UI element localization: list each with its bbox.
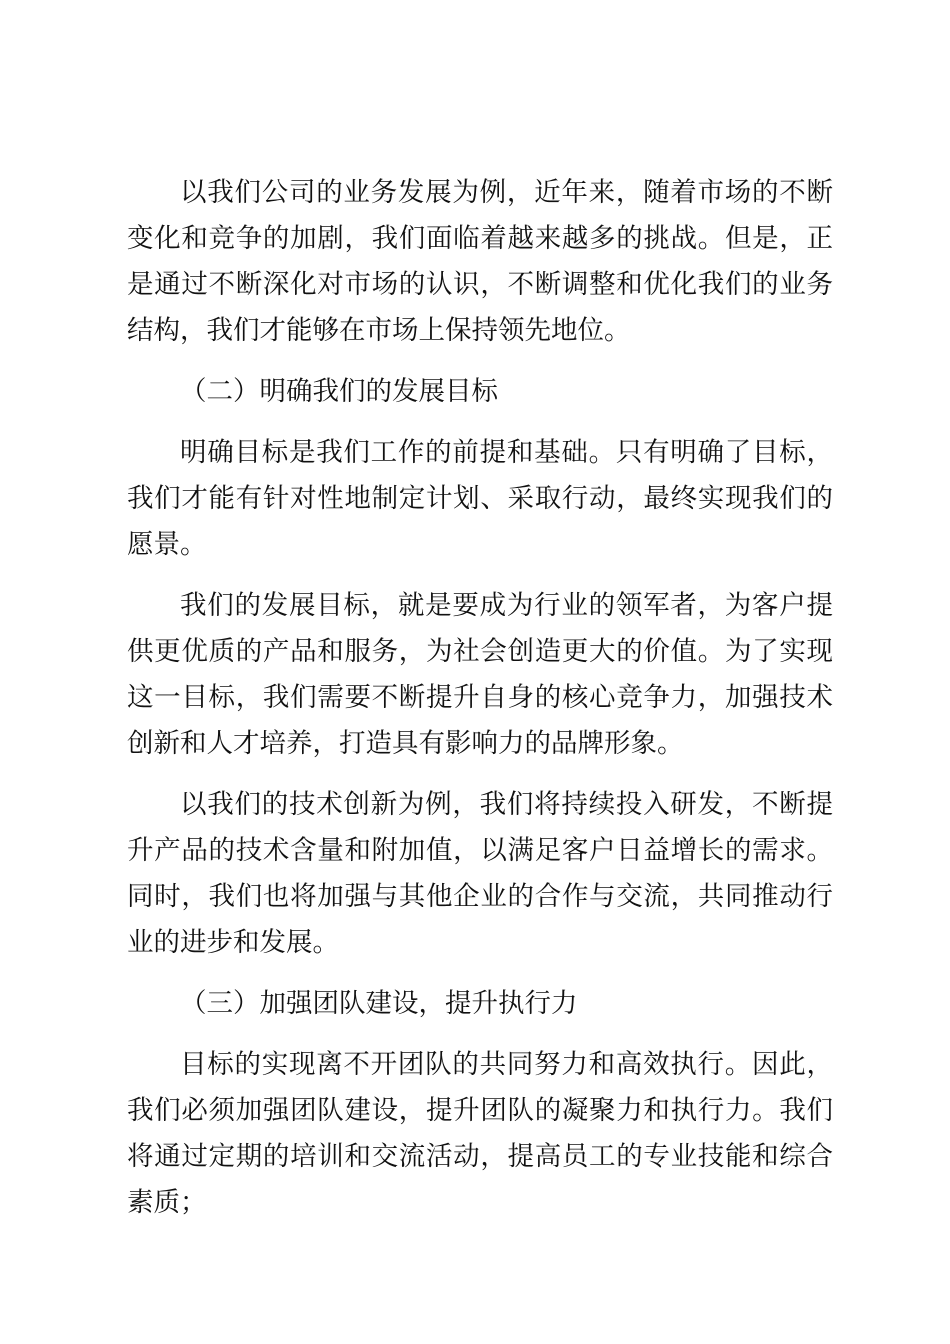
section-heading-development-goals: （二）明确我们的发展目标: [180, 376, 498, 407]
paragraph-clear-goals: 明确目标是我们工作的前提和基础。只有明确了目标，我们才能有针对性地制定计划、采取行动，最终实现我们的愿景。: [127, 437, 833, 560]
paragraph-development-target: 我们的发展目标，就是要成为行业的领军者，为客户提供更优质的产品和服务，为社会创造更大的价值。为了实现这一目标，我们需要不断提升自身的核心竞争力，加强技术创新和人才培养，打造具有影响力的品牌形象。: [127, 590, 833, 759]
paragraph-team-execution: 目标的实现离不开团队的共同努力和高效执行。因此，我们必须加强团队建设，提升团队的凝聚力和执行力。我们将通过定期的培训和交流活动，提高员工的专业技能和综合素质；: [127, 1049, 833, 1218]
paragraph-business-example: 以我们公司的业务发展为例，近年来，随着市场的不断变化和竞争的加剧，我们面临着越来越多的挑战。但是，正是通过不断深化对市场的认识，不断调整和优化我们的业务结构，我们才能够在市场上保持领先地位。: [127, 177, 833, 346]
paragraph-tech-innovation: 以我们的技术创新为例，我们将持续投入研发，不断提升产品的技术含量和附加值，以满足客户日益增长的需求。同时，我们也将加强与其他企业的合作与交流，共同推动行业的进步和发展。: [127, 789, 833, 958]
section-heading-team-building: （三）加强团队建设，提升执行力: [180, 988, 578, 1019]
document-body: [127, 170, 833, 1241]
